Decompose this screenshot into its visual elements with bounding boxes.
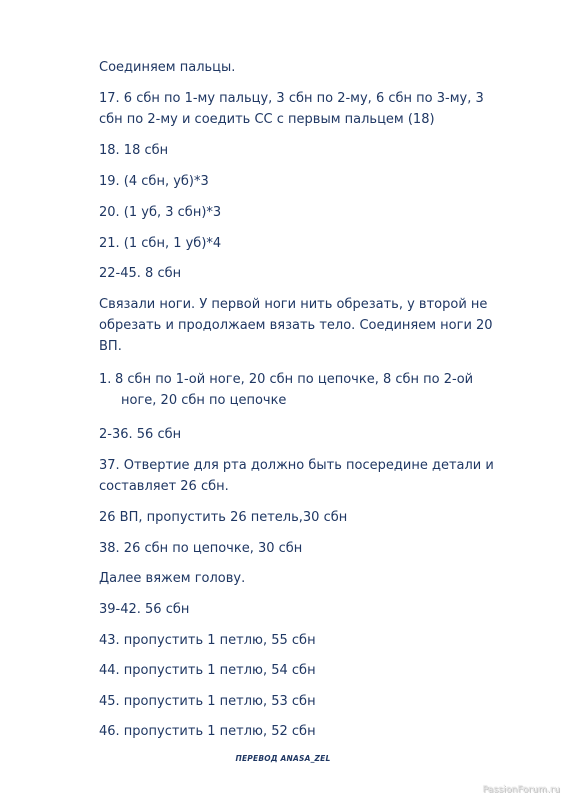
text-line: 19. (4 сбн, уб)*3 [99, 174, 209, 189]
text-line: 45. пропустить 1 петлю, 53 сбн [99, 694, 316, 709]
text-line: 44. пропустить 1 петлю, 54 сбн [99, 663, 316, 678]
paragraph-chain-26 [99, 507, 529, 528]
text-line: 20. (1 уб, 3 сбн)*3 [99, 205, 222, 220]
paragraph-row-17 [99, 88, 529, 130]
paragraph-row-38 [99, 538, 529, 559]
paragraph-row-39-42 [99, 599, 529, 620]
text-line: 26 ВП, пропустить 26 петель,30 сбн [99, 510, 348, 525]
paragraph-row-43 [99, 630, 529, 651]
text-line: 46. пропустить 1 петлю, 52 сбн [99, 724, 316, 739]
paragraph-join-fingers [99, 57, 529, 78]
paragraph-row-20 [99, 202, 529, 223]
paragraph-row-21 [99, 233, 529, 254]
text-line: составляет 26 сбн. [99, 479, 229, 494]
text-line: Связали ноги. У первой ноги нить обрезать, у второй не [99, 297, 488, 312]
paragraph-row-22-45 [99, 263, 529, 284]
text-line: 37. Отвертие для рта должно быть посередине детали и [99, 458, 494, 473]
text-line: 39-42. 56 сбн [99, 602, 190, 617]
text-line: обрезать и продолжаем вязать тело. Соединяем ноги 20 [99, 318, 493, 333]
list-number: 1. [99, 372, 112, 387]
text-line: сбн по 2-му и соедить СС с первым пальцем (18) [99, 112, 435, 127]
text-line: 38. 26 сбн по цепочке, 30 сбн [99, 541, 303, 556]
text-line: 21. (1 сбн, 1 уб)*4 [99, 236, 222, 251]
text-line: 2-36. 56 сбн [99, 427, 182, 442]
text-line: ВП. [99, 339, 122, 354]
paragraph-row-37 [99, 455, 529, 497]
text-line: Далее вяжем голову. [99, 571, 246, 586]
text-line: ноге, 20 сбн по цепочке [121, 393, 287, 408]
paragraph-row-2-36 [99, 424, 529, 445]
translation-credit: ПЕРЕВОД ANASA_ZEL [235, 754, 331, 763]
site-watermark: PassionForum.ru [482, 785, 560, 795]
paragraph-row-19 [99, 171, 529, 192]
paragraph-row-45 [99, 691, 529, 712]
list-item-row-1 [99, 369, 539, 411]
text-line: 8 сбн по 1-ой ноге, 20 сбн по цепочке, 8 сбн по 2-ой [115, 372, 474, 387]
text-line: 43. пропустить 1 петлю, 55 сбн [99, 633, 316, 648]
text-line: 18. 18 сбн [99, 143, 169, 158]
paragraph-row-18 [99, 140, 529, 161]
paragraph-row-46 [99, 721, 529, 742]
paragraph-row-44 [99, 660, 529, 681]
text-line: 22-45. 8 сбн [99, 266, 182, 281]
paragraph-legs-done [99, 294, 529, 357]
text-line: Соединяем пальцы. [99, 60, 236, 75]
paragraph-head [99, 568, 529, 589]
text-line: 17. 6 сбн по 1-му пальцу, 3 сбн по 2-му, 6 сбн по 3-му, 3 [99, 91, 484, 106]
